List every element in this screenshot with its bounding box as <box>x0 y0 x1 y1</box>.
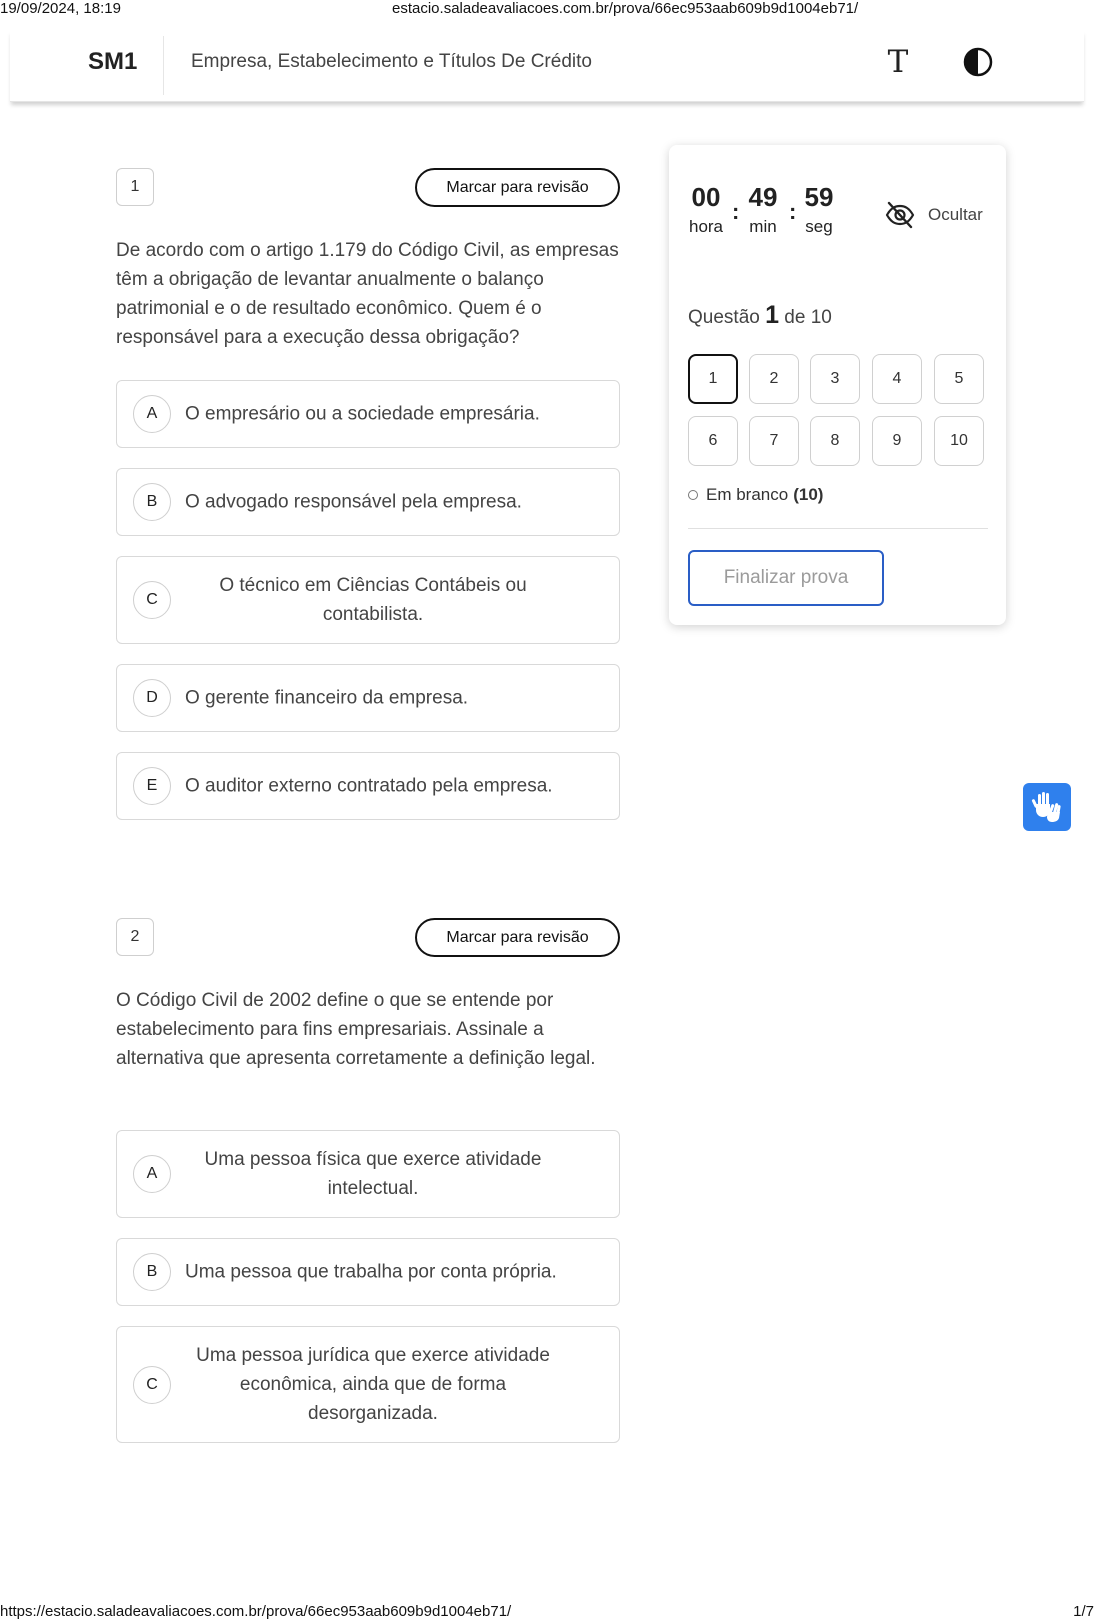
blank-status <box>688 485 823 505</box>
timer-minutes-label: min <box>749 217 777 236</box>
option-text: O gerente financeiro da empresa. <box>185 687 469 709</box>
hide-label: Ocultar <box>928 205 983 224</box>
header-divider <box>163 36 164 95</box>
option-text: O auditor externo contratado pela empresa. <box>185 775 553 797</box>
option-b[interactable] <box>116 468 620 536</box>
option-text: Uma pessoa jurídica que exerce atividade econômica, ainda que de forma desorganizada. <box>196 1345 550 1424</box>
nav-question-2[interactable]: 2 <box>749 354 799 404</box>
nav-question-9[interactable]: 9 <box>872 416 922 466</box>
print-datetime: 19/09/2024, 18:19 <box>0 0 121 17</box>
question-number: 1 <box>116 168 154 206</box>
current-question-number: 1 <box>765 301 780 329</box>
option-text: O empresário ou a sociedade empresária. <box>185 403 540 425</box>
print-url-bottom: https://estacio.saladeavaliacoes.com.br/prova/66ec953aab609b9d1004eb71/ <box>0 1603 512 1620</box>
print-header <box>0 0 1094 18</box>
option-text: O advogado responsável pela empresa. <box>185 491 522 513</box>
finish-exam-button[interactable]: Finalizar prova <box>688 550 884 606</box>
timer-minutes-value: 49 <box>748 182 778 212</box>
timer-hours <box>688 183 724 237</box>
nav-question-3[interactable]: 3 <box>810 354 860 404</box>
font-size-icon: T <box>887 43 909 80</box>
blank-label: Em branco <box>706 485 789 504</box>
question-counter-suffix: de 10 <box>784 307 832 328</box>
question-number: 2 <box>116 918 154 956</box>
course-title: Empresa, Estabelecimento e Títulos De Crédito <box>191 51 592 72</box>
font-size-button[interactable] <box>880 44 916 80</box>
nav-question-4[interactable]: 4 <box>872 354 922 404</box>
eye-off-icon <box>884 200 916 230</box>
option-e[interactable] <box>116 752 620 820</box>
nav-question-7[interactable]: 7 <box>749 416 799 466</box>
question-counter <box>688 301 832 330</box>
sign-language-hands-icon <box>1030 790 1064 824</box>
nav-question-1[interactable]: 1 <box>688 354 738 404</box>
mark-for-review-button[interactable]: Marcar para revisão <box>415 918 620 957</box>
nav-question-5[interactable]: 5 <box>934 354 984 404</box>
option-b[interactable] <box>116 1238 620 1306</box>
timer-hours-label: hora <box>688 217 724 236</box>
nav-question-8[interactable]: 8 <box>810 416 860 466</box>
option-letter: C <box>133 581 171 619</box>
option-text: Uma pessoa física que exerce atividade intelectual. <box>204 1149 542 1199</box>
option-letter: E <box>133 767 171 805</box>
option-a[interactable] <box>116 1130 620 1218</box>
option-c[interactable] <box>116 556 620 644</box>
option-text: O técnico em Ciências Contábeis ou contabilista. <box>219 575 527 625</box>
print-url-top: estacio.saladeavaliacoes.com.br/prova/66ec953aab609b9d1004eb71/ <box>392 0 859 17</box>
timer-seconds-value: 59 <box>804 182 834 212</box>
nav-question-10[interactable]: 10 <box>934 416 984 466</box>
mark-for-review-button[interactable]: Marcar para revisão <box>415 168 620 207</box>
timer-seconds <box>802 183 836 237</box>
option-letter: A <box>133 1155 171 1193</box>
logo[interactable]: SM1 <box>88 48 138 75</box>
option-d[interactable] <box>116 664 620 732</box>
contrast-button[interactable] <box>960 44 996 80</box>
blank-count: (10) <box>793 485 824 504</box>
sign-language-button[interactable] <box>1023 783 1071 831</box>
option-letter: A <box>133 395 171 433</box>
hide-timer-button[interactable] <box>884 200 983 230</box>
option-a[interactable] <box>116 380 620 448</box>
print-page-number: 1/7 <box>1073 1603 1094 1620</box>
timer-minutes <box>746 183 780 237</box>
option-c[interactable] <box>116 1326 620 1443</box>
timer-seconds-label: seg <box>805 217 833 236</box>
top-bar <box>10 30 1084 102</box>
timer-separator: : <box>732 199 740 224</box>
option-letter: D <box>133 679 171 717</box>
exam-panel <box>669 145 1006 625</box>
timer-hours-value: 00 <box>691 182 721 212</box>
option-letter: B <box>133 1253 171 1291</box>
question-counter-prefix: Questão <box>688 307 760 328</box>
blank-dot-icon <box>688 490 698 500</box>
contrast-icon <box>963 47 993 77</box>
question-stem: De acordo com o artigo 1.179 do Código Civil, as empresas têm a obrigação de levantar anualmente o balanço patrimonial e o de resultado econômico. Quem é o responsável para a execução dessa obrigação? <box>116 240 619 348</box>
question-stem: O Código Civil de 2002 define o que se entende por estabelecimento para fins empresariais. Assinale a alternativa que apresenta corretamente a definição legal. <box>116 990 596 1069</box>
option-letter: C <box>133 1366 171 1404</box>
timer-separator: : <box>789 199 797 224</box>
option-text: Uma pessoa que trabalha por conta própria. <box>185 1261 557 1283</box>
option-letter: B <box>133 483 171 521</box>
panel-divider <box>688 528 988 529</box>
nav-question-6[interactable]: 6 <box>688 416 738 466</box>
print-footer <box>0 1603 1094 1621</box>
